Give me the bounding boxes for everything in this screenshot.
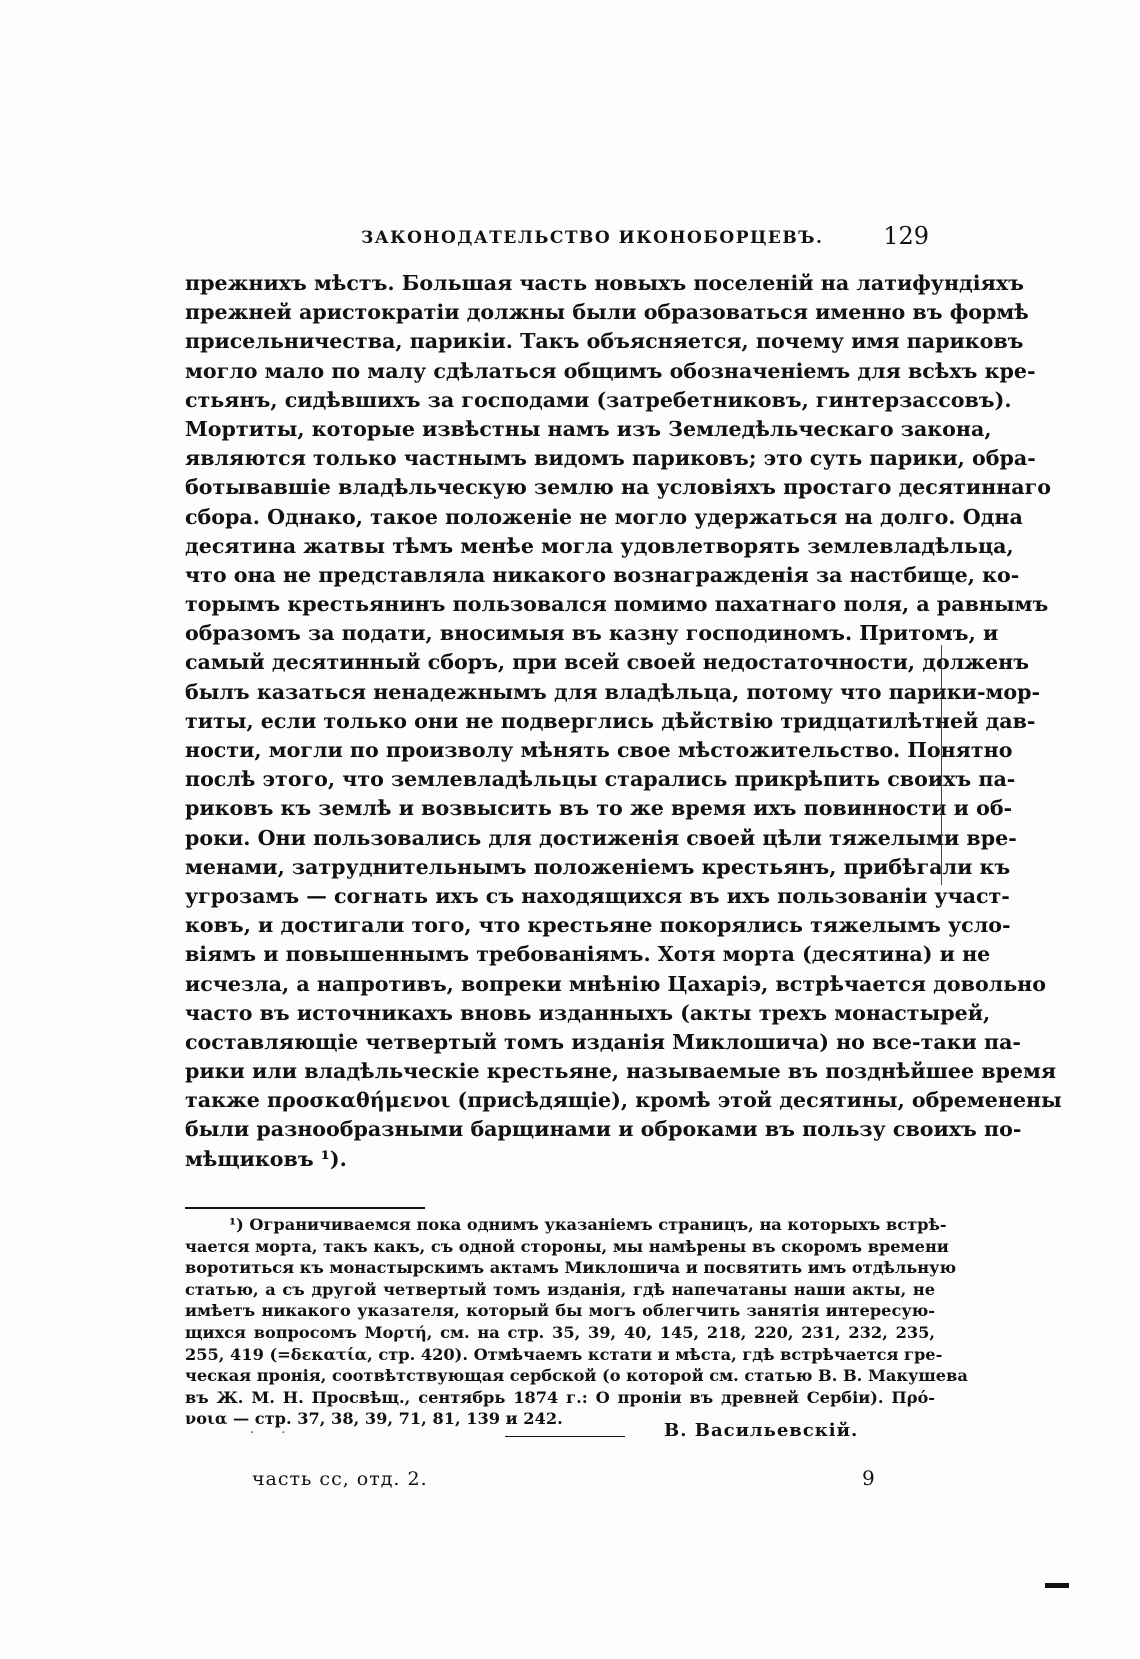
body-line: ботывавшіе владѣльческую землю на условіяхъ простаго десятиннаго: [185, 475, 1051, 500]
edge-dash-mark: [1045, 1583, 1069, 1588]
body-line: риковъ къ землѣ и возвысить въ то же время ихъ повинности и об-: [185, 796, 1013, 821]
body-line: ковъ, и достигали того, что крестьяне покорялись тяжелымъ усло-: [185, 913, 1011, 938]
stray-marks: · ·: [250, 1425, 286, 1441]
body-line: что она не представляла никакого вознагражденія за настбище, ко-: [185, 562, 1020, 587]
footnote-line: νοια — стр. 37, 38, 39, 71, 81, 139 и 242.: [185, 1409, 563, 1429]
running-title: ЗАКОНОДАТЕЛЬСТВО ИКОНОБОРЦЕВЪ.: [361, 228, 824, 248]
footnote-line: ¹) Ограничиваемся пока однимъ указаніемъ страницъ, на которыхъ встрѣ-: [229, 1215, 947, 1234]
footnote-line: чается морта, такъ какъ, съ одной стороны, мы намѣрены въ скоромъ времени: [185, 1236, 949, 1256]
body-line: менами, затруднительнымъ положеніемъ крестьянъ, прибѣгали къ: [185, 854, 1011, 879]
body-line: віямъ и повышеннымъ требованіямъ. Хотя морта (десятина) и не: [185, 942, 991, 967]
body-line: прежнихъ мѣстъ. Большая часть новыхъ поселеній на латифундіяхъ: [185, 271, 1024, 295]
footnote-line: 255, 419 (=δεκατία, стр. 420). Отмѣчаемъ кстати и мѣста, гдѣ встрѣчается гре-: [185, 1344, 943, 1364]
body-text: [185, 269, 1062, 1174]
footnote-line: имѣетъ никакого указателя, который бы могъ облегчить занятія интересую-: [185, 1301, 935, 1321]
footnote-line: воротиться къ монастырскимъ актамъ Миклошича и посвятить имъ отдѣльную: [185, 1258, 957, 1278]
page-number: 129: [883, 222, 929, 250]
author-signature: В. Васильевскій.: [664, 1420, 859, 1441]
body-line: самый десятинный сборъ, при всей своей недостаточности, долженъ: [185, 650, 1030, 675]
body-line: мѣщиковъ ¹).: [185, 1146, 347, 1171]
body-line: образомъ за подати, вносимыя въ казну господиномъ. Притомъ, и: [185, 621, 999, 646]
body-line: роки. Они пользовались для достиженія своей цѣли тяжелыми вре-: [185, 825, 1017, 850]
body-line: присельничества, парикіи. Такъ объясняется, почему имя париковъ: [185, 329, 1024, 354]
body-line: торымъ крестьянинъ пользовался помимо пахатнаго поля, а равнымъ: [185, 592, 1049, 617]
footnote-separator: [185, 1207, 425, 1209]
body-line: сбора. Однако, такое положеніе не могло удержаться на долго. Одна: [185, 504, 1023, 529]
body-line: угрозамъ — согнать ихъ съ находящихся въ ихъ пользованіи участ-: [185, 883, 1010, 908]
footnotes: [185, 1214, 968, 1430]
body-line: рики или владѣльческіе крестьяне, называемые въ позднѣйшее время: [185, 1059, 1057, 1084]
signature-mark-part: часть сс, отд. 2.: [252, 1468, 428, 1490]
body-line: десятина жатвы тѣмъ менѣе могла удовлетворять землевладѣльца,: [185, 533, 1014, 558]
body-line: послѣ этого, что землевладѣльцы старались прикрѣпить своихъ па-: [185, 767, 1016, 792]
body-line: былъ казаться ненадежнымъ для владѣльца, потому что парики-мор-: [185, 679, 1041, 704]
body-line: ности, могли по произволу мѣнять свое мѣстожительство. Понятно: [185, 738, 1013, 762]
margin-bracket-mark: [941, 645, 950, 885]
body-line: титы, если только они не подверглись дѣйствію тридцатилѣтней дав-: [185, 708, 1036, 733]
footnote-line: въ Ж. М. Н. Просвѣщ., сентябрь 1874 г.: О проніи въ древней Сербіи). Πρό-: [185, 1387, 935, 1407]
body-line: прежней аристократіи должны были образоваться именно въ формѣ: [185, 300, 1029, 325]
footnote-line: ческая пронія, соотвѣтствующая сербской (о которой см. статью В. В. Макушева: [185, 1366, 968, 1386]
body-line: могло мало по малу сдѣлаться общимъ обозначеніемъ для всѣхъ кре-: [185, 358, 1036, 383]
body-line: являются только частнымъ видомъ париковъ; это суть парики, обра-: [185, 446, 1036, 471]
body-line: также προσκαθήμενοι (присѣдящіе), кромѣ этой десятины, обременены: [185, 1088, 1062, 1113]
footnote-line: статью, а съ другой четвертый томъ изданія, гдѣ напечатаны наши акты, не: [185, 1279, 935, 1299]
body-line: Мортиты, которые извѣстны намъ изъ Земледѣльческаго закона,: [185, 416, 992, 441]
page-header: [185, 222, 935, 256]
body-line: часто въ источникахъ вновь изданныхъ (акты трехъ монастырей,: [185, 1000, 991, 1025]
footnote-line: щихся вопросомъ Μορτή, см. на стр. 35, 39, 40, 145, 218, 220, 231, 232, 235,: [185, 1322, 935, 1342]
signature-mark-number: 9: [862, 1466, 875, 1490]
body-line: стьянъ, сидѣвшихъ за господами (затребетниковъ, гинтерзассовъ).: [185, 387, 1012, 412]
body-line: были разнообразными барщинами и оброками въ пользу своихъ по-: [185, 1117, 1022, 1142]
body-line: составляющіе четвертый томъ изданія Миклошича) но все-таки па-: [185, 1029, 1021, 1054]
signature-rule: [505, 1436, 625, 1437]
body-line: исчезла, а напротивъ, вопреки мнѣнію Цахаріэ, встрѣчается довольно: [185, 971, 1046, 996]
